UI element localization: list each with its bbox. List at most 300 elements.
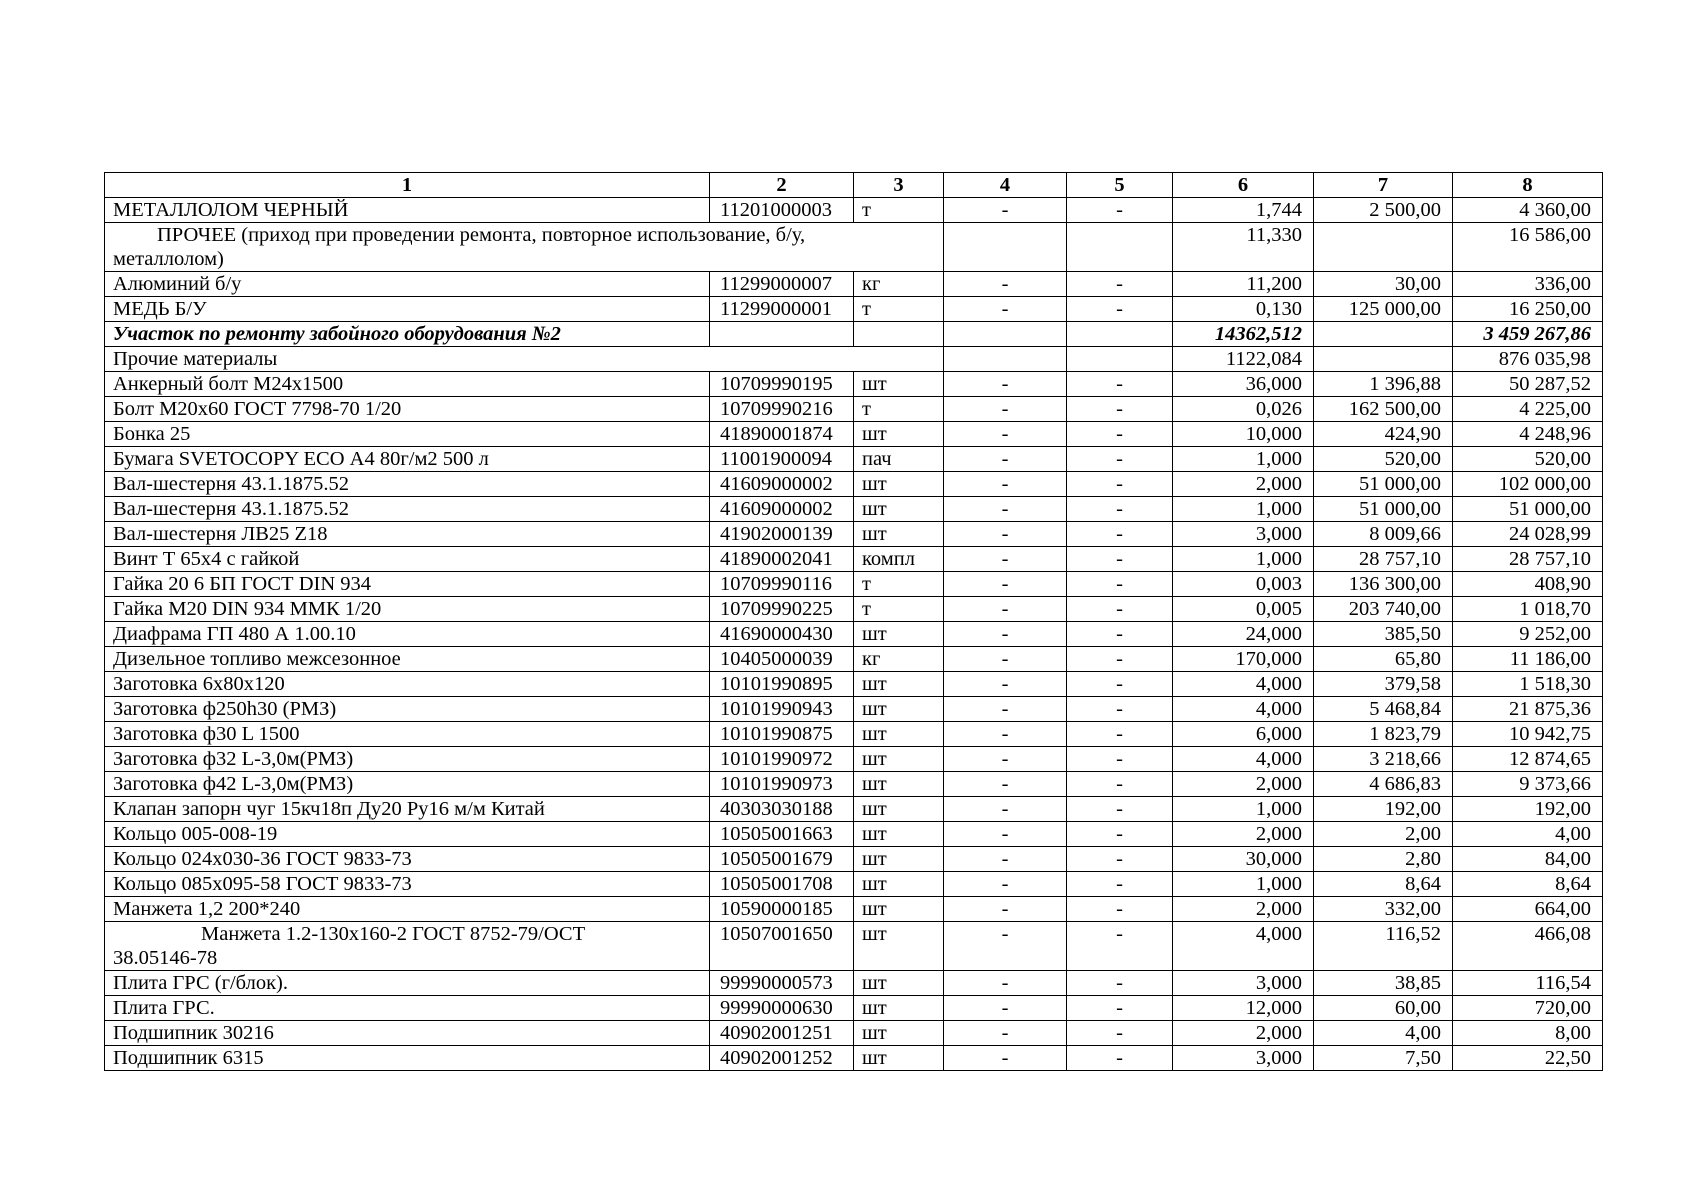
item-name: Плита ГРС.: [105, 996, 710, 1021]
quantity-cell: 2,000: [1173, 772, 1314, 797]
item-code: 10101990972: [710, 747, 854, 772]
sum-cell: 192,00: [1453, 797, 1603, 822]
item-name: Подшипник 30216: [105, 1021, 710, 1046]
quantity-cell: 2,000: [1173, 897, 1314, 922]
unit-cell: шт: [854, 697, 944, 722]
sum-cell: 3 459 267,86: [1453, 322, 1603, 347]
price-cell: 5 468,84: [1314, 697, 1453, 722]
column-header: 4: [944, 173, 1067, 198]
unit-cell: шт: [854, 872, 944, 897]
unit-cell: шт: [854, 897, 944, 922]
column-4-cell: -: [944, 747, 1067, 772]
quantity-cell: 1,000: [1173, 797, 1314, 822]
item-code: 41902000139: [710, 522, 854, 547]
quantity-cell: 36,000: [1173, 372, 1314, 397]
item-name: Алюминий б/у: [105, 272, 710, 297]
sum-cell: 116,54: [1453, 971, 1603, 996]
column-4-cell: -: [944, 522, 1067, 547]
unit-cell: шт: [854, 422, 944, 447]
column-5-cell: -: [1067, 1021, 1173, 1046]
table-row: [105, 772, 1603, 797]
column-4-cell: -: [944, 447, 1067, 472]
group-row: [105, 223, 1603, 272]
item-code: 11299000007: [710, 272, 854, 297]
price-cell: 28 757,10: [1314, 547, 1453, 572]
unit-cell: т: [854, 572, 944, 597]
quantity-cell: 4,000: [1173, 747, 1314, 772]
column-4-cell: -: [944, 497, 1067, 522]
column-header: 5: [1067, 173, 1173, 198]
price-cell: 332,00: [1314, 897, 1453, 922]
column-4-cell: -: [944, 697, 1067, 722]
sum-cell: 24 028,99: [1453, 522, 1603, 547]
column-4-cell: -: [944, 547, 1067, 572]
empty-cell: [710, 322, 854, 347]
column-5-cell: -: [1067, 1046, 1173, 1071]
quantity-cell: 1,000: [1173, 497, 1314, 522]
item-name: Заготовка ф42 L-3,0м(РМЗ): [105, 772, 710, 797]
price-cell: 4 686,83: [1314, 772, 1453, 797]
column-5-cell: -: [1067, 647, 1173, 672]
column-5-cell: -: [1067, 597, 1173, 622]
column-5-cell: -: [1067, 672, 1173, 697]
quantity-cell: 2,000: [1173, 822, 1314, 847]
table-row: [105, 622, 1603, 647]
item-name: МЕДЬ Б/У: [105, 297, 710, 322]
sum-cell: 51 000,00: [1453, 497, 1603, 522]
sum-cell: 664,00: [1453, 897, 1603, 922]
column-5-cell: -: [1067, 772, 1173, 797]
unit-cell: т: [854, 198, 944, 223]
table-row: [105, 472, 1603, 497]
table-row: [105, 547, 1603, 572]
sum-cell: 336,00: [1453, 272, 1603, 297]
quantity-cell: 4,000: [1173, 922, 1314, 971]
item-code: 41690000430: [710, 622, 854, 647]
price-cell: 51 000,00: [1314, 472, 1453, 497]
item-code: 10709990225: [710, 597, 854, 622]
sum-cell: 876 035,98: [1453, 347, 1603, 372]
column-4-cell: -: [944, 847, 1067, 872]
item-name: МЕТАЛЛОЛОМ ЧЕРНЫЙ: [105, 198, 710, 223]
group-name: [105, 223, 944, 272]
column-number-header-row: [105, 173, 1603, 198]
item-code: 41609000002: [710, 497, 854, 522]
sum-cell: 4 360,00: [1453, 198, 1603, 223]
table-row: [105, 822, 1603, 847]
column-header: 6: [1173, 173, 1314, 198]
item-name: Бонка 25: [105, 422, 710, 447]
empty-cell: [854, 322, 944, 347]
quantity-cell: 14362,512: [1173, 322, 1314, 347]
item-name: Гайка М20 DIN 934 ММК 1/20: [105, 597, 710, 622]
unit-cell: т: [854, 297, 944, 322]
table-row: [105, 198, 1603, 223]
price-cell: 3 218,66: [1314, 747, 1453, 772]
item-name: Вал-шестерня ЛВ25 Z18: [105, 522, 710, 547]
column-header: 7: [1314, 173, 1453, 198]
table-row: [105, 897, 1603, 922]
column-4-cell: -: [944, 822, 1067, 847]
column-5-cell: -: [1067, 447, 1173, 472]
price-cell: 385,50: [1314, 622, 1453, 647]
empty-cell: [944, 223, 1067, 272]
unit-cell: шт: [854, 822, 944, 847]
column-header: 1: [105, 173, 710, 198]
table-row: [105, 497, 1603, 522]
sum-cell: 1 018,70: [1453, 597, 1603, 622]
sum-cell: 84,00: [1453, 847, 1603, 872]
item-name: Подшипник 6315: [105, 1046, 710, 1071]
column-4-cell: -: [944, 897, 1067, 922]
column-4-cell: -: [944, 372, 1067, 397]
item-name: Диафрама ГП 480 А 1.00.10: [105, 622, 710, 647]
table-row: [105, 697, 1603, 722]
column-4-cell: -: [944, 198, 1067, 223]
column-5-cell: -: [1067, 872, 1173, 897]
sum-cell: 12 874,65: [1453, 747, 1603, 772]
column-5-cell: -: [1067, 697, 1173, 722]
unit-cell: шт: [854, 797, 944, 822]
column-5-cell: -: [1067, 996, 1173, 1021]
table-row: [105, 1046, 1603, 1071]
column-5-cell: -: [1067, 622, 1173, 647]
quantity-cell: 30,000: [1173, 847, 1314, 872]
column-4-cell: -: [944, 397, 1067, 422]
sum-cell: 10 942,75: [1453, 722, 1603, 747]
quantity-cell: 1122,084: [1173, 347, 1314, 372]
table-row: [105, 1021, 1603, 1046]
column-5-cell: -: [1067, 797, 1173, 822]
sum-cell: 466,08: [1453, 922, 1603, 971]
unit-cell: шт: [854, 747, 944, 772]
price-cell: 8,64: [1314, 872, 1453, 897]
table-row: [105, 797, 1603, 822]
unit-cell: шт: [854, 971, 944, 996]
item-code: 10590000185: [710, 897, 854, 922]
item-code: 10505001663: [710, 822, 854, 847]
column-4-cell: -: [944, 572, 1067, 597]
table-row: [105, 447, 1603, 472]
quantity-cell: 1,744: [1173, 198, 1314, 223]
quantity-cell: 3,000: [1173, 1046, 1314, 1071]
item-name: Болт М20х60 ГОСТ 7798-70 1/20: [105, 397, 710, 422]
column-4-cell: -: [944, 622, 1067, 647]
item-code: 11299000001: [710, 297, 854, 322]
item-name: [105, 922, 710, 971]
column-header: 8: [1453, 173, 1603, 198]
sum-cell: 9 373,66: [1453, 772, 1603, 797]
item-code: 10101990895: [710, 672, 854, 697]
column-5-cell: -: [1067, 897, 1173, 922]
price-cell: 162 500,00: [1314, 397, 1453, 422]
quantity-cell: 4,000: [1173, 672, 1314, 697]
item-name: Гайка 20 6 БП ГОСТ DIN 934: [105, 572, 710, 597]
column-5-cell: -: [1067, 372, 1173, 397]
sum-cell: 102 000,00: [1453, 472, 1603, 497]
unit-cell: шт: [854, 847, 944, 872]
quantity-cell: 2,000: [1173, 472, 1314, 497]
item-name: Анкерный болт М24х1500: [105, 372, 710, 397]
sum-cell: 4,00: [1453, 822, 1603, 847]
unit-cell: шт: [854, 996, 944, 1021]
unit-cell: компл: [854, 547, 944, 572]
price-cell: 4,00: [1314, 1021, 1453, 1046]
price-cell: 51 000,00: [1314, 497, 1453, 522]
item-code: 11201000003: [710, 198, 854, 223]
column-5-cell: -: [1067, 297, 1173, 322]
item-code: 41890002041: [710, 547, 854, 572]
sum-cell: 8,00: [1453, 1021, 1603, 1046]
price-cell: 203 740,00: [1314, 597, 1453, 622]
sum-cell: 11 186,00: [1453, 647, 1603, 672]
column-5-cell: -: [1067, 472, 1173, 497]
item-code: 10405000039: [710, 647, 854, 672]
item-name: Винт Т 65х4 с гайкой: [105, 547, 710, 572]
quantity-cell: 170,000: [1173, 647, 1314, 672]
sum-cell: 408,90: [1453, 572, 1603, 597]
price-cell: 116,52: [1314, 922, 1453, 971]
price-cell: 38,85: [1314, 971, 1453, 996]
item-code: 11001900094: [710, 447, 854, 472]
item-code: 10507001650: [710, 922, 854, 971]
price-cell: 2 500,00: [1314, 198, 1453, 223]
column-4-cell: -: [944, 971, 1067, 996]
sum-cell: 520,00: [1453, 447, 1603, 472]
price-cell: 1 823,79: [1314, 722, 1453, 747]
column-5-cell: -: [1067, 922, 1173, 971]
item-code: 10505001708: [710, 872, 854, 897]
item-name: Кольцо 085х095-58 ГОСТ 9833-73: [105, 872, 710, 897]
quantity-cell: 4,000: [1173, 697, 1314, 722]
column-4-cell: -: [944, 797, 1067, 822]
empty-cell: [1314, 322, 1453, 347]
unit-cell: т: [854, 597, 944, 622]
empty-cell: [1067, 322, 1173, 347]
item-code: 10709990195: [710, 372, 854, 397]
sum-cell: 9 252,00: [1453, 622, 1603, 647]
quantity-cell: 1,000: [1173, 872, 1314, 897]
unit-cell: пач: [854, 447, 944, 472]
item-code: 10101990875: [710, 722, 854, 747]
sum-cell: 4 248,96: [1453, 422, 1603, 447]
sum-cell: 22,50: [1453, 1046, 1603, 1071]
item-name: Вал-шестерня 43.1.1875.52: [105, 472, 710, 497]
quantity-cell: 1,000: [1173, 547, 1314, 572]
table-row: [105, 397, 1603, 422]
price-cell: 60,00: [1314, 996, 1453, 1021]
table-row: [105, 872, 1603, 897]
price-cell: 136 300,00: [1314, 572, 1453, 597]
quantity-cell: 3,000: [1173, 971, 1314, 996]
column-5-cell: -: [1067, 272, 1173, 297]
unit-cell: шт: [854, 1021, 944, 1046]
item-code: 40303030188: [710, 797, 854, 822]
item-code: 10505001679: [710, 847, 854, 872]
empty-cell: [1314, 223, 1453, 272]
item-code: 10101990973: [710, 772, 854, 797]
column-4-cell: -: [944, 772, 1067, 797]
item-code: 10709990216: [710, 397, 854, 422]
column-4-cell: -: [944, 922, 1067, 971]
item-name-line: Манжета 1.2-130х160-2 ГОСТ 8752-79/ОСТ: [201, 923, 586, 945]
sum-cell: 50 287,52: [1453, 372, 1603, 397]
table-row: [105, 672, 1603, 697]
item-name: Заготовка ф32 L-3,0м(РМЗ): [105, 747, 710, 772]
table-row: [105, 572, 1603, 597]
materials-table: [104, 172, 1603, 1071]
table-row: [105, 847, 1603, 872]
sum-cell: 8,64: [1453, 872, 1603, 897]
column-4-cell: -: [944, 872, 1067, 897]
item-code: 40902001252: [710, 1046, 854, 1071]
column-5-cell: -: [1067, 522, 1173, 547]
column-5-cell: -: [1067, 971, 1173, 996]
column-5-cell: -: [1067, 822, 1173, 847]
column-4-cell: -: [944, 597, 1067, 622]
empty-cell: [1314, 347, 1453, 372]
price-cell: 7,50: [1314, 1046, 1453, 1071]
table-row: [105, 422, 1603, 447]
empty-cell: [1067, 223, 1173, 272]
column-5-cell: -: [1067, 547, 1173, 572]
quantity-cell: 1,000: [1173, 447, 1314, 472]
table-row: [105, 522, 1603, 547]
table-row: [105, 971, 1603, 996]
table-row: [105, 297, 1603, 322]
unit-cell: шт: [854, 372, 944, 397]
column-4-cell: -: [944, 1046, 1067, 1071]
item-name: Бумага SVETOCOPY ECO А4 80г/м2 500 л: [105, 447, 710, 472]
quantity-cell: 24,000: [1173, 622, 1314, 647]
item-code: 99990000573: [710, 971, 854, 996]
quantity-cell: 10,000: [1173, 422, 1314, 447]
unit-cell: кг: [854, 647, 944, 672]
column-5-cell: -: [1067, 397, 1173, 422]
quantity-cell: 12,000: [1173, 996, 1314, 1021]
unit-cell: шт: [854, 772, 944, 797]
quantity-cell: 0,026: [1173, 397, 1314, 422]
unit-cell: шт: [854, 672, 944, 697]
quantity-cell: 11,330: [1173, 223, 1314, 272]
price-cell: 65,80: [1314, 647, 1453, 672]
item-name: Манжета 1,2 200*240: [105, 897, 710, 922]
price-cell: 520,00: [1314, 447, 1453, 472]
item-code: 99990000630: [710, 996, 854, 1021]
quantity-cell: 0,003: [1173, 572, 1314, 597]
column-4-cell: -: [944, 996, 1067, 1021]
column-4-cell: -: [944, 472, 1067, 497]
quantity-cell: 0,130: [1173, 297, 1314, 322]
table-row: [105, 922, 1603, 971]
item-name: Вал-шестерня 43.1.1875.52: [105, 497, 710, 522]
quantity-cell: 2,000: [1173, 1021, 1314, 1046]
sum-cell: 21 875,36: [1453, 697, 1603, 722]
column-4-cell: -: [944, 1021, 1067, 1046]
item-name: Заготовка 6х80х120: [105, 672, 710, 697]
sum-cell: 4 225,00: [1453, 397, 1603, 422]
item-name-continuation: 38.05146-78: [113, 947, 218, 969]
unit-cell: т: [854, 397, 944, 422]
column-header: 2: [710, 173, 854, 198]
empty-cell: [944, 347, 1067, 372]
item-name: Заготовка ф250h30 (РМЗ): [105, 697, 710, 722]
item-code: 41890001874: [710, 422, 854, 447]
column-4-cell: -: [944, 647, 1067, 672]
column-4-cell: -: [944, 297, 1067, 322]
unit-cell: шт: [854, 722, 944, 747]
item-code: 10709990116: [710, 572, 854, 597]
price-cell: 125 000,00: [1314, 297, 1453, 322]
column-5-cell: -: [1067, 847, 1173, 872]
table-row: [105, 372, 1603, 397]
column-4-cell: -: [944, 272, 1067, 297]
item-code: 10101990943: [710, 697, 854, 722]
item-code: 40902001251: [710, 1021, 854, 1046]
table-row: [105, 272, 1603, 297]
item-name: Заготовка ф30 L 1500: [105, 722, 710, 747]
column-5-cell: -: [1067, 747, 1173, 772]
unit-cell: шт: [854, 472, 944, 497]
unit-cell: шт: [854, 497, 944, 522]
column-4-cell: -: [944, 722, 1067, 747]
price-cell: 8 009,66: [1314, 522, 1453, 547]
quantity-cell: 0,005: [1173, 597, 1314, 622]
sum-cell: 16 586,00: [1453, 223, 1603, 272]
price-cell: 2,80: [1314, 847, 1453, 872]
column-5-cell: -: [1067, 572, 1173, 597]
table-row: [105, 647, 1603, 672]
item-code: 41609000002: [710, 472, 854, 497]
column-4-cell: -: [944, 422, 1067, 447]
item-name: Кольцо 024х030-36 ГОСТ 9833-73: [105, 847, 710, 872]
price-cell: 424,90: [1314, 422, 1453, 447]
group-name-line: ПРОЧЕЕ (приход при проведении ремонта, повторное использование, б/у,: [157, 224, 806, 246]
unit-cell: шт: [854, 522, 944, 547]
section-row: [105, 322, 1603, 347]
column-5-cell: -: [1067, 198, 1173, 223]
sum-cell: 1 518,30: [1453, 672, 1603, 697]
table-row: [105, 722, 1603, 747]
empty-cell: [944, 322, 1067, 347]
table-row: [105, 996, 1603, 1021]
group-name-continuation: металлолом): [113, 248, 224, 270]
column-5-cell: -: [1067, 422, 1173, 447]
column-5-cell: -: [1067, 497, 1173, 522]
price-cell: 30,00: [1314, 272, 1453, 297]
group-row: [105, 347, 1603, 372]
sum-cell: 16 250,00: [1453, 297, 1603, 322]
group-name: Прочие материалы: [105, 347, 944, 372]
sum-cell: 720,00: [1453, 996, 1603, 1021]
table-row: [105, 747, 1603, 772]
item-name: Дизельное топливо межсезонное: [105, 647, 710, 672]
column-5-cell: -: [1067, 722, 1173, 747]
price-cell: 1 396,88: [1314, 372, 1453, 397]
table-row: [105, 597, 1603, 622]
unit-cell: шт: [854, 622, 944, 647]
price-cell: 379,58: [1314, 672, 1453, 697]
item-name: Плита ГРС (г/блок).: [105, 971, 710, 996]
column-4-cell: -: [944, 672, 1067, 697]
empty-cell: [1067, 347, 1173, 372]
item-name: Кольцо 005-008-19: [105, 822, 710, 847]
column-header: 3: [854, 173, 944, 198]
sum-cell: 28 757,10: [1453, 547, 1603, 572]
unit-cell: шт: [854, 1046, 944, 1071]
quantity-cell: 3,000: [1173, 522, 1314, 547]
unit-cell: шт: [854, 922, 944, 971]
